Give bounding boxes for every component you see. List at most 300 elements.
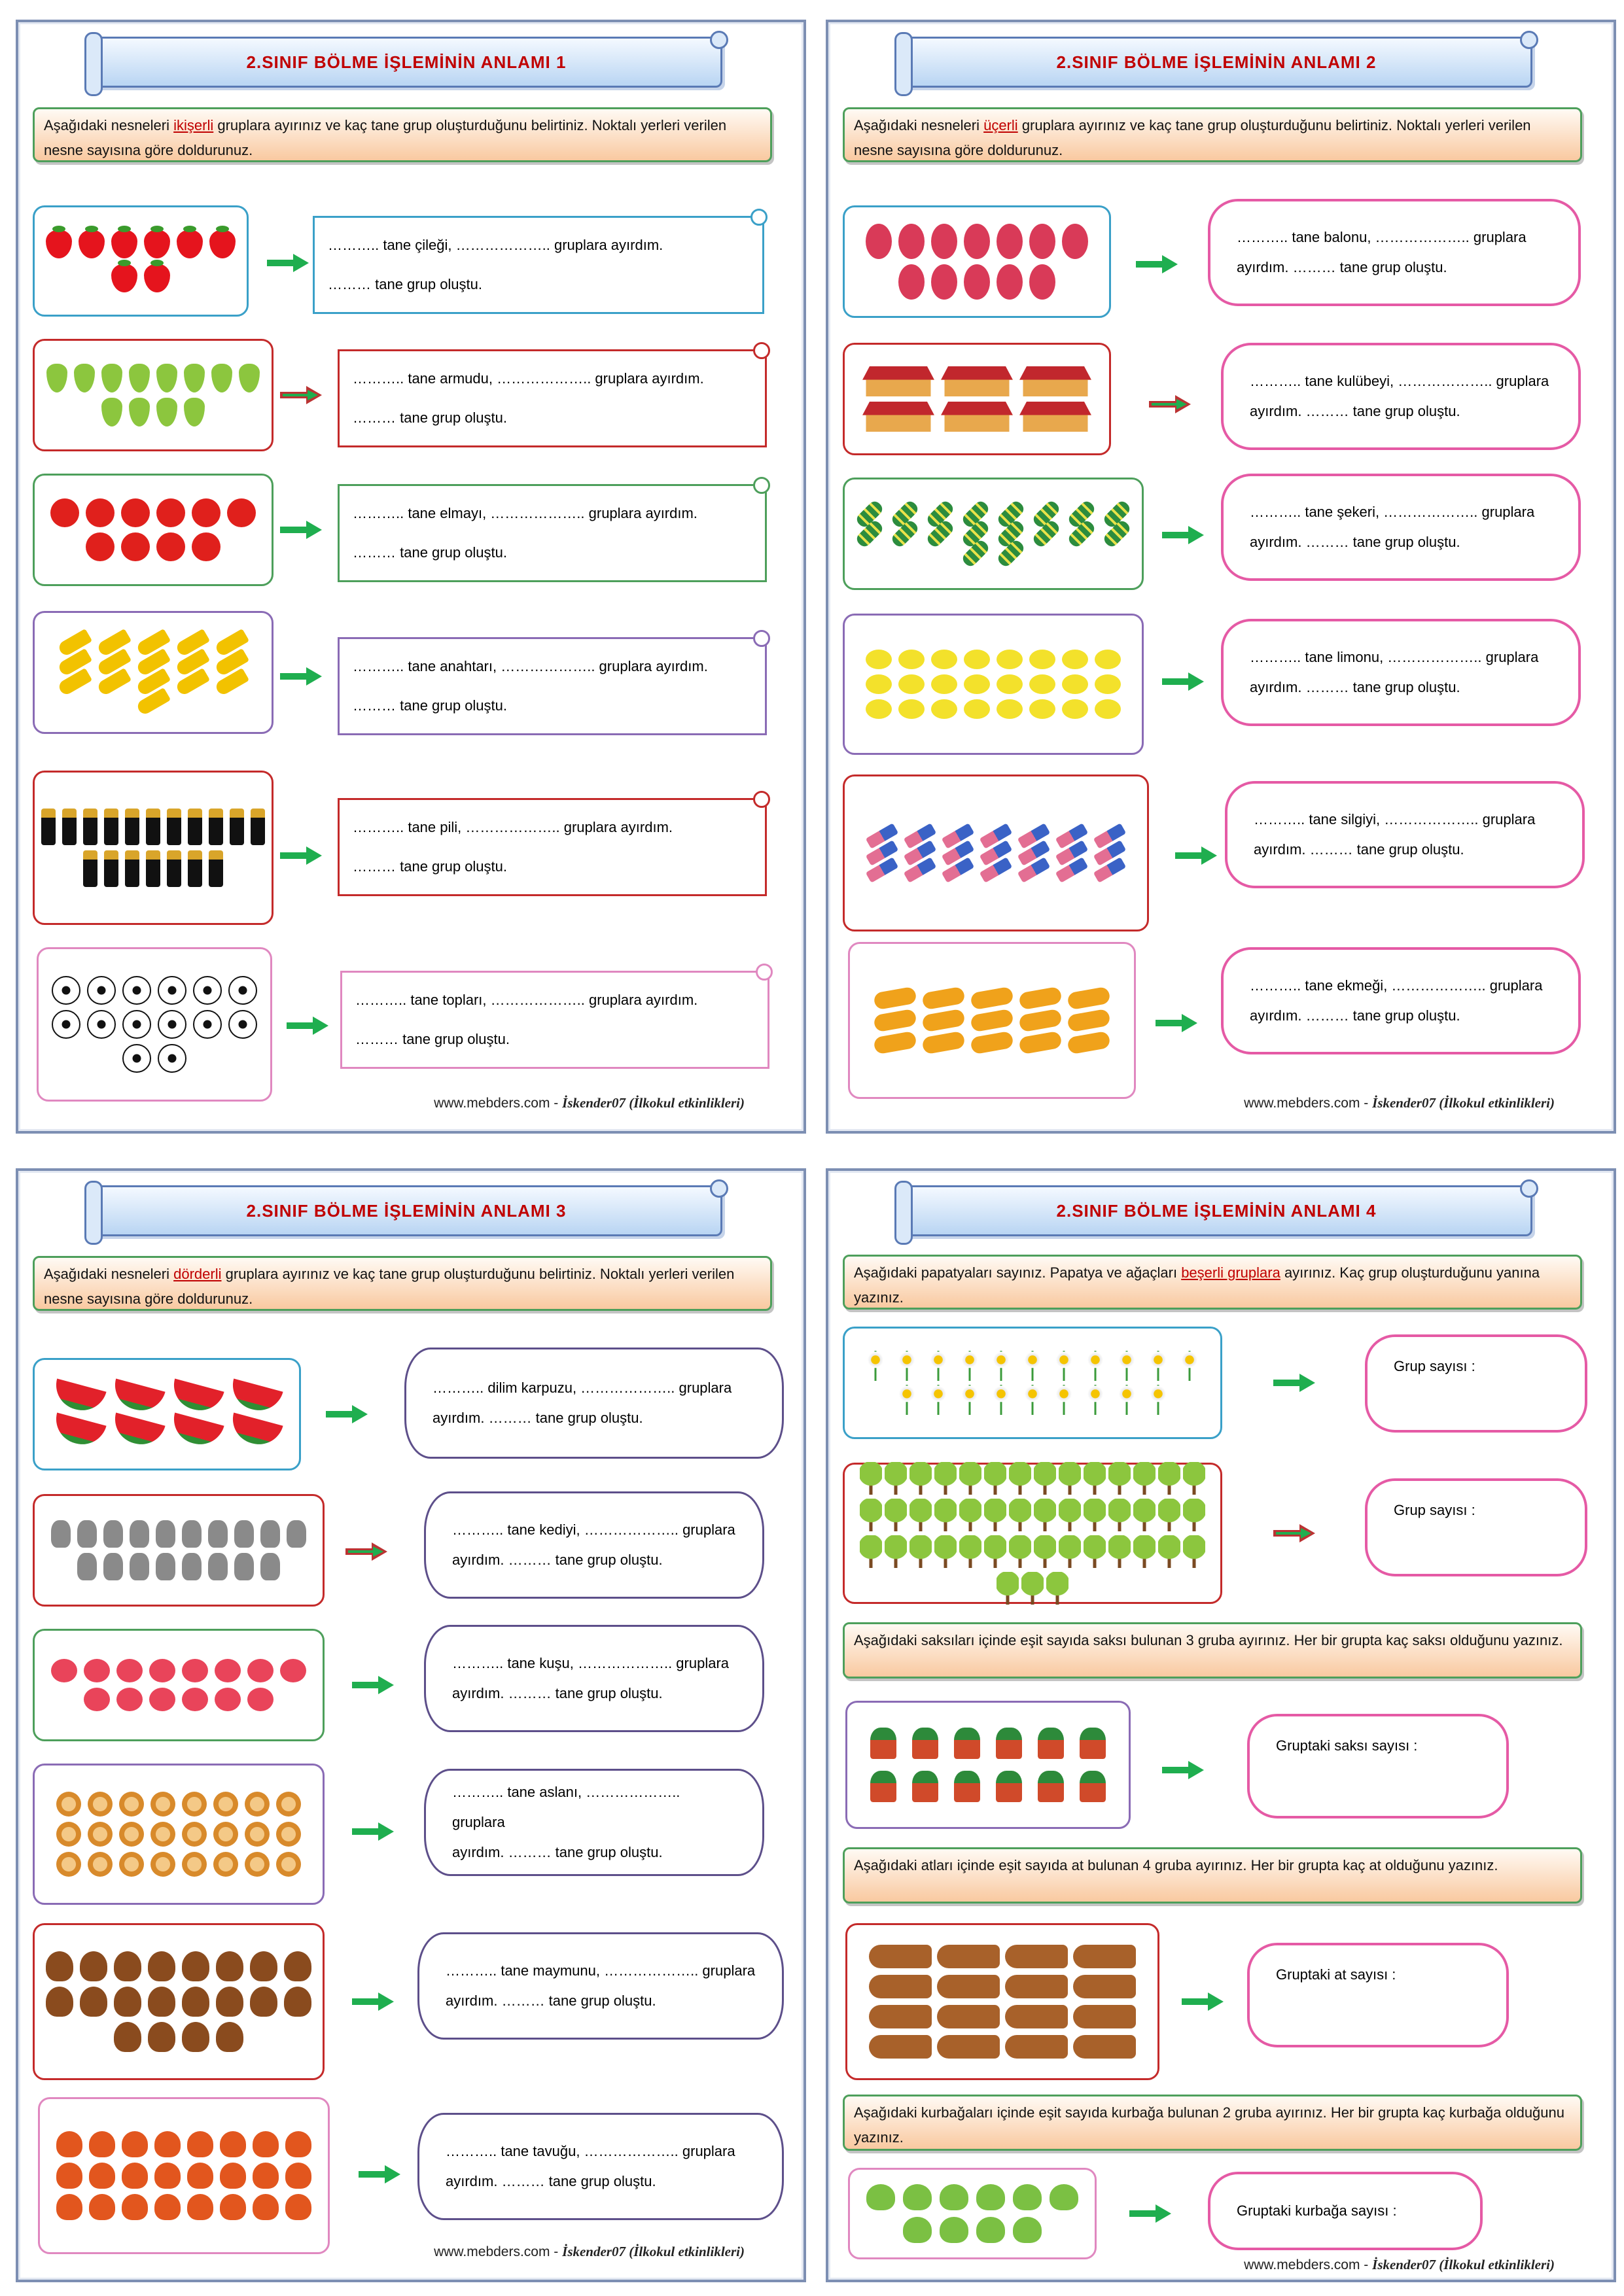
horse-icon: [869, 1945, 932, 1968]
ball-image-box: [37, 947, 272, 1102]
arrow-icon: [345, 1542, 387, 1561]
soccer-ball-icon: [228, 976, 257, 1005]
instruction-text: Aşağıdaki atları içinde eşit sayıda at bulunan 4 gruba ayırınız. Her bir grupta kaç at olduğunu yazınız.: [854, 1857, 1498, 1873]
monkey-icon: [216, 1987, 243, 2017]
answer-cloud: [1221, 619, 1581, 726]
answer-scroll: [338, 637, 767, 735]
watermelon-icon: [227, 1413, 283, 1450]
bird-icon: [182, 1659, 208, 1682]
battery-icon: [125, 850, 139, 887]
tree-icon: [860, 1462, 882, 1495]
flower-pot-icon: [954, 1771, 980, 1802]
answer-cloud: [1225, 781, 1585, 888]
soccer-ball-icon: [52, 976, 80, 1005]
apple-icon: [50, 498, 79, 527]
flower-pot-icon: [912, 1771, 938, 1802]
instruction-text: Aşağıdaki saksıları içinde eşit sayıda saksı bulunan 3 gruba ayırınız. Her bir grupta kaç saksı olduğunu yazınız.: [854, 1632, 1563, 1648]
bird-icon: [116, 1659, 143, 1682]
answer-line-2: ayırdım. ……… tane grup oluştu.: [446, 1992, 656, 2009]
daisy-icon: [897, 1351, 917, 1381]
battery-icon: [83, 850, 97, 887]
instruction-text: gruplara ayırınız ve kaç tane grup oluşturduğunu belirtiniz. Noktalı yerleri verilen nesne sayısına göre doldurunuz.: [854, 117, 1531, 158]
monkey-icon: [250, 1951, 277, 1981]
instruction-text: Aşağıdaki papatyaları sayınız. Papatya ve ağaçları: [854, 1264, 1182, 1281]
horse-icon: [1005, 1945, 1068, 1968]
answer-line-1: ……….. tane aslanı, ……………….. gruplara: [452, 1784, 680, 1830]
monkey-icon: [250, 1987, 277, 2017]
hen-icon: [122, 2163, 148, 2189]
answer-line-2: ayırdım. ……… tane grup oluştu.: [452, 1552, 663, 1568]
frog-icon: [1013, 2217, 1042, 2243]
hen-icon: [220, 2194, 246, 2220]
daisy-icon: [928, 1351, 948, 1381]
answer-line-1: ……….. dilim karpuzu, ……………….. gruplara: [432, 1380, 732, 1396]
hen-icon: [285, 2131, 311, 2157]
footer: [434, 1095, 745, 1111]
worksheet-title: 2.SINIF BÖLME İŞLEMİNİN ANLAMI 2: [900, 37, 1532, 88]
flower-pot-icon: [1038, 1728, 1064, 1759]
answer-line-2: ayırdım. ……… tane grup oluştu.: [452, 1685, 663, 1701]
arrow-icon: [280, 846, 322, 865]
lemon-icon: [964, 699, 990, 719]
cat-icon: [182, 1553, 202, 1580]
watermelon-icon: [109, 1413, 165, 1450]
arrow-icon: [280, 521, 322, 539]
bird-icon: [247, 1659, 274, 1682]
footer-site: www.mebders.com -: [1244, 2257, 1373, 2272]
instruction-box: [843, 2095, 1582, 2151]
tree-icon: [984, 1462, 1006, 1495]
tree-icon: [860, 1535, 882, 1568]
battery-icon: [188, 850, 202, 887]
tree-icon: [1059, 1462, 1081, 1495]
monkey-icon: [284, 1951, 311, 1981]
watermelon-icon: [168, 1413, 224, 1450]
apple-image-box: [33, 474, 274, 586]
lion-icon: [56, 1822, 81, 1847]
instruction-text: Aşağıdaki nesneleri: [44, 117, 174, 133]
answer-scroll: [338, 349, 767, 447]
house-icon: [1019, 402, 1091, 432]
lion-icon: [245, 1822, 270, 1847]
bread-icon: [1018, 1009, 1063, 1033]
strawberry-icon: [144, 230, 170, 258]
answer-bubble: [404, 1348, 784, 1459]
arrow-icon: [1273, 1524, 1315, 1542]
eraser-image-box: [843, 774, 1149, 931]
house-icon: [941, 366, 1013, 396]
tree-icon: [1183, 1462, 1205, 1495]
tree-icon: [997, 1572, 1019, 1605]
daisy-icon: [1086, 1385, 1105, 1415]
apple-icon: [156, 498, 185, 527]
flower-pot-icon: [870, 1771, 896, 1802]
tree-icon: [1009, 1499, 1031, 1531]
instruction-box: [33, 1256, 772, 1311]
arrow-icon: [1162, 1761, 1204, 1779]
bread-icon: [921, 986, 966, 1011]
daisy-icon: [991, 1385, 1011, 1415]
tree-icon: [1108, 1462, 1131, 1495]
group-count-label: Grup sayısı :: [1394, 1358, 1475, 1374]
watermelon-image-box: [33, 1358, 301, 1470]
arrow-icon: [326, 1405, 368, 1423]
daisy-icon: [866, 1351, 885, 1381]
balloon-icon: [1029, 224, 1055, 259]
soccer-ball-icon: [122, 1044, 151, 1073]
pear-icon: [156, 364, 177, 392]
battery-icon: [83, 809, 97, 845]
lemon-icon: [964, 650, 990, 669]
house-icon: [862, 366, 934, 396]
apple-icon: [156, 532, 185, 561]
arrow-icon: [352, 1822, 394, 1841]
hen-icon: [285, 2194, 311, 2220]
hen-icon: [285, 2163, 311, 2189]
hen-image-box: [38, 2097, 330, 2254]
battery-icon: [125, 809, 139, 845]
watermelon-icon: [227, 1379, 283, 1416]
answer-cloud: [1208, 2172, 1483, 2250]
answer-cloud: [1221, 947, 1581, 1054]
monkey-icon: [46, 1951, 73, 1981]
group-count-label: Grup sayısı :: [1394, 1502, 1475, 1518]
tree-icon: [959, 1535, 981, 1568]
soccer-ball-icon: [158, 1044, 186, 1073]
balloon-icon: [964, 224, 990, 259]
footer-author: İskender07 (İlkokul etkinlikleri): [562, 2244, 745, 2259]
strawberry-icon: [111, 264, 137, 292]
candy-image-box: [843, 478, 1144, 590]
footer-site: www.mebders.com -: [434, 2244, 563, 2259]
monkey-icon: [148, 1987, 175, 2017]
tree-icon: [1108, 1499, 1131, 1531]
soccer-ball-icon: [158, 1010, 186, 1039]
bread-icon: [921, 1009, 966, 1033]
answer-line-2: ……… tane grup oluştu.: [353, 858, 508, 875]
hen-icon: [187, 2194, 213, 2220]
daisy-icon: [1023, 1385, 1042, 1415]
tree-icon: [984, 1535, 1006, 1568]
tree-icon: [1034, 1462, 1056, 1495]
arrow-icon: [1136, 255, 1178, 273]
pear-icon: [74, 364, 95, 392]
horse-icon: [1073, 1945, 1136, 1968]
flower-pot-icon: [1038, 1771, 1064, 1802]
tree-icon: [959, 1462, 981, 1495]
answer-scroll: [338, 798, 767, 896]
horse-icon: [869, 1975, 932, 1998]
answer-line-1: ……….. tane ekmeği, ……………….. gruplara: [1250, 977, 1543, 994]
monkey-icon: [114, 1951, 141, 1981]
battery-icon: [167, 850, 181, 887]
cat-icon: [234, 1520, 254, 1548]
horse-icon: [1073, 1975, 1136, 1998]
cat-image-box: [33, 1494, 325, 1607]
apple-icon: [192, 498, 221, 527]
frog-icon: [866, 2184, 895, 2210]
lemon-icon: [997, 699, 1023, 719]
house-image-box: [843, 343, 1111, 455]
balloon-image-box: [843, 205, 1111, 318]
hen-icon: [56, 2163, 82, 2189]
flower-pot-icon: [996, 1771, 1022, 1802]
hen-icon: [220, 2131, 246, 2157]
lemon-icon: [931, 650, 957, 669]
lion-icon: [150, 1792, 175, 1817]
hen-icon: [122, 2131, 148, 2157]
flower-pot-icon: [954, 1728, 980, 1759]
answer-scroll: [313, 216, 764, 314]
balloon-icon: [898, 224, 925, 259]
answer-line-1: ……….. tane şekeri, ……………….. gruplara: [1250, 504, 1535, 520]
hen-icon: [89, 2163, 115, 2189]
answer-line-2: ayırdım. ……… tane grup oluştu.: [452, 1844, 663, 1860]
monkey-icon: [80, 1951, 107, 1981]
answer-line-1: ……….. tane kediyi, ……………….. gruplara: [452, 1522, 735, 1538]
pear-image-box: [33, 339, 274, 451]
tree-icon: [1059, 1499, 1081, 1531]
tree-icon: [1183, 1535, 1205, 1568]
tree-icon: [934, 1535, 957, 1568]
frog-icon: [976, 2217, 1005, 2243]
monkey-icon: [148, 1951, 175, 1981]
watermelon-icon: [50, 1413, 106, 1450]
soccer-ball-icon: [122, 976, 151, 1005]
daisy-image-box: [843, 1327, 1222, 1439]
apple-icon: [192, 532, 221, 561]
lion-icon: [182, 1822, 207, 1847]
answer-line-2: ……… tane grup oluştu.: [353, 697, 508, 714]
daisy-icon: [1117, 1351, 1137, 1381]
pear-icon: [101, 364, 122, 392]
lemon-icon: [866, 674, 892, 694]
cat-icon: [234, 1553, 254, 1580]
answer-line-1: ……….. tane çileği, ……………….. gruplara ayırdım.: [328, 237, 663, 253]
cat-icon: [182, 1520, 202, 1548]
horse-icon: [937, 2035, 1000, 2059]
horse-icon: [937, 1945, 1000, 1968]
watermelon-icon: [168, 1379, 224, 1416]
pear-icon: [101, 398, 122, 426]
apple-icon: [86, 498, 115, 527]
cat-icon: [77, 1520, 97, 1548]
daisy-icon: [1180, 1351, 1199, 1381]
lemon-icon: [898, 650, 925, 669]
worksheet-title: 2.SINIF BÖLME İŞLEMİNİN ANLAMI 4: [900, 1185, 1532, 1236]
lemon-icon: [1029, 699, 1055, 719]
bread-icon: [921, 1031, 966, 1055]
tree-icon: [1158, 1499, 1180, 1531]
arrow-icon: [352, 1992, 394, 2011]
battery-icon: [251, 809, 265, 845]
pear-icon: [156, 398, 177, 426]
frog-icon: [1013, 2184, 1042, 2210]
arrow-icon: [1182, 1992, 1224, 2011]
bird-image-box: [33, 1629, 325, 1741]
monkey-icon: [216, 2022, 243, 2052]
lemon-icon: [964, 674, 990, 694]
daisy-icon: [1023, 1351, 1042, 1381]
answer-cloud: [1221, 474, 1581, 581]
answer-line-2: ayırdım. ……… tane grup oluştu.: [432, 1410, 643, 1426]
lemon-icon: [1095, 674, 1121, 694]
cat-icon: [77, 1553, 97, 1580]
hen-icon: [253, 2194, 279, 2220]
lion-image-box: [33, 1764, 325, 1905]
soccer-ball-icon: [122, 1010, 151, 1039]
lemon-icon: [997, 674, 1023, 694]
answer-line-2: ayırdım. ……… tane grup oluştu.: [1237, 259, 1447, 275]
bird-icon: [84, 1659, 110, 1682]
lion-icon: [119, 1822, 144, 1847]
lion-icon: [213, 1792, 238, 1817]
monkey-icon: [182, 1951, 209, 1981]
answer-line-2: ayırdım. ……… tane grup oluştu.: [1250, 534, 1460, 550]
tree-icon: [1133, 1462, 1156, 1495]
horse-image-box: [845, 1923, 1159, 2080]
hen-icon: [56, 2194, 82, 2220]
answer-line-1: ……….. tane balonu, ……………….. gruplara: [1237, 229, 1527, 245]
horse-icon: [937, 2005, 1000, 2028]
tree-icon: [885, 1462, 907, 1495]
bread-icon: [970, 986, 1014, 1011]
hen-icon: [89, 2131, 115, 2157]
answer-line-1: ……….. tane silgiyi, ……………….. gruplara: [1254, 811, 1536, 827]
horse-icon: [1073, 2005, 1136, 2028]
lion-icon: [88, 1792, 113, 1817]
flower-pot-icon: [870, 1728, 896, 1759]
bread-icon: [1018, 1031, 1063, 1055]
arrow-icon: [267, 254, 309, 272]
pot-image-box: [845, 1701, 1131, 1829]
answer-scroll: [338, 484, 767, 582]
tree-icon: [934, 1499, 957, 1531]
battery-icon: [188, 809, 202, 845]
worksheet-title: 2.SINIF BÖLME İŞLEMİNİN ANLAMI 3: [90, 1185, 722, 1236]
worksheet-title: 2.SINIF BÖLME İŞLEMİNİN ANLAMI 1: [90, 37, 722, 88]
monkey-icon: [182, 2022, 209, 2052]
lemon-icon: [1062, 650, 1088, 669]
bread-icon: [1067, 1009, 1111, 1033]
hen-icon: [56, 2131, 82, 2157]
balloon-icon: [1029, 264, 1055, 300]
strawberry-icon: [111, 230, 137, 258]
arrow-icon: [1149, 395, 1191, 413]
daisy-icon: [897, 1385, 917, 1415]
bread-icon: [970, 1009, 1014, 1033]
pear-icon: [129, 364, 150, 392]
arrow-icon: [280, 667, 322, 686]
flower-pot-icon: [1080, 1771, 1106, 1802]
answer-cloud: [1221, 343, 1581, 450]
lion-icon: [88, 1822, 113, 1847]
key-image-box: [33, 611, 274, 734]
lion-icon: [276, 1792, 301, 1817]
cat-icon: [103, 1520, 123, 1548]
bird-icon: [116, 1688, 143, 1711]
monkey-image-box: [33, 1923, 325, 2080]
daisy-icon: [991, 1351, 1011, 1381]
hen-icon: [187, 2131, 213, 2157]
tree-icon: [1158, 1535, 1180, 1568]
answer-cloud: [1247, 1943, 1509, 2047]
bird-icon: [215, 1688, 241, 1711]
pear-icon: [184, 364, 205, 392]
cat-icon: [130, 1520, 149, 1548]
lion-icon: [150, 1852, 175, 1877]
monkey-icon: [114, 2022, 141, 2052]
tree-icon: [1084, 1499, 1106, 1531]
bird-icon: [280, 1659, 306, 1682]
instruction-highlight: dörderli: [173, 1266, 222, 1282]
monkey-icon: [182, 1987, 209, 2017]
lemon-icon: [1095, 650, 1121, 669]
cat-icon: [208, 1553, 228, 1580]
strawberry-icon: [46, 230, 72, 258]
instruction-highlight: ikişerli: [173, 117, 214, 133]
lion-icon: [88, 1852, 113, 1877]
arrow-icon: [359, 2165, 400, 2183]
instruction-box: [843, 1847, 1582, 1904]
worksheet-4: [826, 1168, 1616, 2282]
tree-icon: [1084, 1535, 1106, 1568]
tree-icon: [885, 1499, 907, 1531]
bird-icon: [215, 1659, 241, 1682]
bread-icon: [873, 1031, 917, 1055]
answer-line-2: ayırdım. ……… tane grup oluştu.: [1250, 1007, 1460, 1024]
tree-icon: [860, 1499, 882, 1531]
strawberry-icon: [209, 230, 236, 258]
battery-icon: [41, 809, 56, 845]
pear-icon: [184, 398, 205, 426]
flower-pot-icon: [996, 1728, 1022, 1759]
daisy-icon: [1086, 1351, 1105, 1381]
lion-icon: [182, 1852, 207, 1877]
lion-icon: [182, 1792, 207, 1817]
tree-icon: [984, 1499, 1006, 1531]
answer-line-2: ……… tane grup oluştu.: [328, 276, 483, 292]
instruction-text: gruplara ayırınız ve kaç tane grup oluşturduğunu belirtiniz. Noktalı yerleri verilen nesne sayısına göre doldurunuz.: [44, 117, 727, 158]
apple-icon: [227, 498, 256, 527]
soccer-ball-icon: [52, 1010, 80, 1039]
worksheet-1: [16, 20, 806, 1134]
cat-icon: [156, 1520, 175, 1548]
frog-icon: [903, 2184, 932, 2210]
pear-icon: [129, 398, 150, 426]
footer-author: İskender07 (İlkokul etkinlikleri): [1372, 2257, 1555, 2272]
lemon-icon: [1029, 674, 1055, 694]
lion-icon: [213, 1822, 238, 1847]
frog-icon: [940, 2217, 968, 2243]
horse-icon: [869, 2005, 932, 2028]
hen-icon: [122, 2194, 148, 2220]
lion-icon: [119, 1852, 144, 1877]
lion-icon: [245, 1852, 270, 1877]
footer: [1244, 2257, 1555, 2273]
instruction-text: gruplara ayırınız ve kaç tane grup oluşturduğunu belirtiniz. Noktalı yerleri verilen nesne sayısına göre doldurunuz.: [44, 1266, 735, 1307]
battery-icon: [167, 809, 181, 845]
lemon-icon: [1095, 699, 1121, 719]
arrow-icon: [287, 1017, 328, 1035]
battery-icon: [146, 809, 160, 845]
horse-icon: [1005, 2035, 1068, 2059]
answer-line-1: ……….. tane anahtarı, ……………….. gruplara ayırdım.: [353, 658, 708, 674]
worksheet-2: [826, 20, 1616, 1134]
answer-line-1: ……….. tane kuşu, ……………….. gruplara: [452, 1655, 730, 1671]
arrow-icon: [1162, 526, 1204, 544]
tree-icon: [909, 1535, 932, 1568]
